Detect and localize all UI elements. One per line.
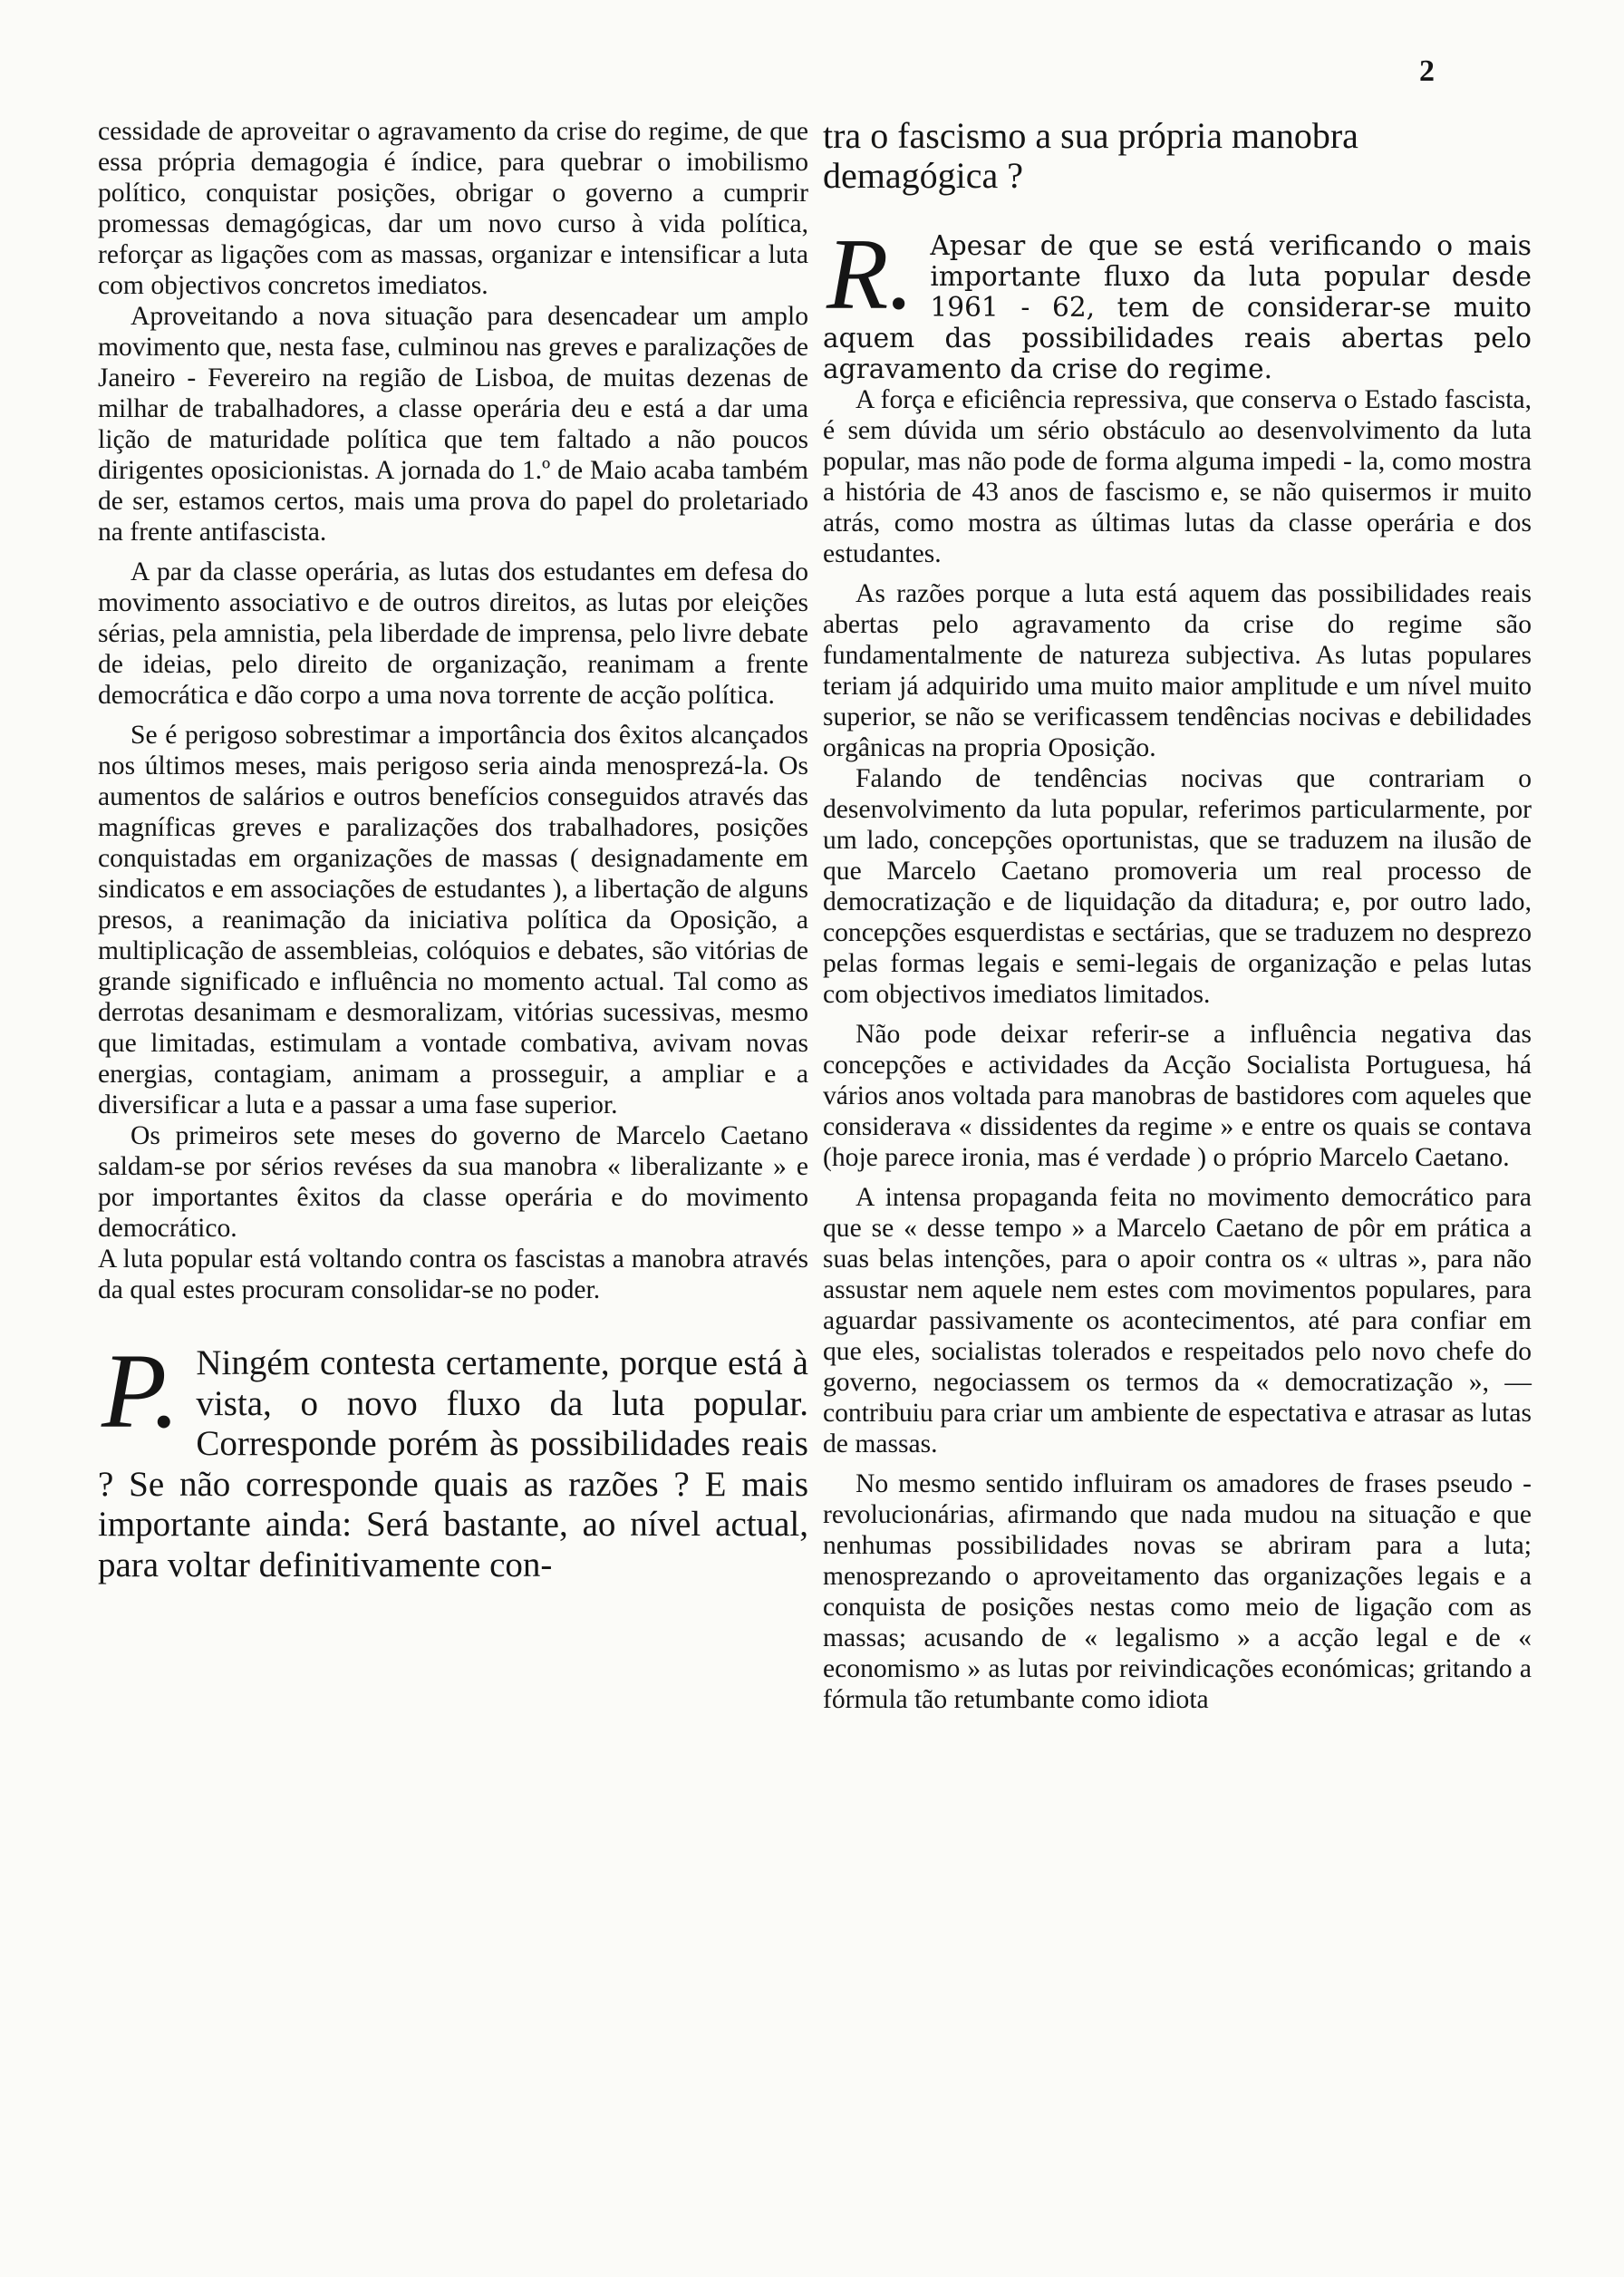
paragraph: Se é perigoso sobrestimar a importância dos êxitos alcançados nos últimos meses, mais perigoso seria ainda menosprezá-la. Os aumentos de salários e outros benefícios conseguidos através das magníficas greves e paralizações dos trabalhadores, posições conquistadas em organizações de massas ( designadamente em sindicatos e em associações de estudantes ), a libertação de alguns presos, a reanimação da iniciativa política da Oposição, a multiplicação de assembleias, colóquios e debates, são vitórias de grande significado e influência no momento actual. Tal como as derrotas desanimam e desmoralizam, vitórias sucessivas, mesmo que limitadas, estimulam a vontade combativa, avivam novas energias, contagiam, animam a prosseguir, a ampliar e a diversificar a luta e a passar a uma fase superior. bbox=[98, 721, 808, 1119]
paragraph: As razões porque a luta está aquem das possibilidades reais abertas pelo agravamento da crise do regime são fundamentalmente de natureza subjectiva. As lutas populares teriam já adquirido uma muito maior amplitude e um nível muito superior, se não se verificassem tendências nocivas e debilidades orgânicas na propria Oposição. bbox=[823, 579, 1532, 762]
paragraph: A intensa propaganda feita no movimento democrático para que se « desse tempo » a Marcelo Caetano de pôr em prática a suas belas intenções, para o apoir contra os « ultras », para não assustar nem aquele nem estes com movimentos populares, para aguardar passivamente os acontecimentos, até para confiar em que eles, socialistas tolerados e respeitados pelo novo chefe do governo, negociassem os termos da « democratização », — contribuiu para criar um ambiente de espectativa e atrasar as lutas de massas. bbox=[823, 1183, 1532, 1458]
paragraph: A luta popular está voltando contra os fascistas a manobra através da qual estes procuram consolidar-se no poder. bbox=[98, 1245, 808, 1304]
right-column bbox=[823, 116, 1532, 1715]
page-number: 2 bbox=[1419, 54, 1435, 88]
paragraph: No mesmo sentido influiram os amadores de frases pseudo - revolucionárias, afirmando que nada mudou na situação e que nenhumas possibilidades novas se abriram para a luta; menosprezando o aproveitamento das organizações legais e a conquista de posições nestas como meio de ligação com as massas; acusando de « legalismo » a acção legal e de « economismo » as lutas por reivindicações económicas; gritando a fórmula tão retumbante como idiota bbox=[823, 1469, 1532, 1714]
question-block bbox=[98, 1332, 808, 1585]
paragraph: Falando de tendências nocivas que contrariam o desenvolvimento da luta popular, referimos particularmente, por um lado, concepções oportunistas, que se traduzem na ilusão de que Marcelo Caetano promoveria um real processo de democratização e de liquidação da ditadura; e, por outro lado, concepções esquerdistas e sectárias, que se traduzem no desprezo pelas formas legais e semi-legais de organização e pelas lutas com objectivos imediatos limitados. bbox=[823, 764, 1532, 1009]
question-initial: P. bbox=[102, 1332, 180, 1450]
answer-first-paragraph: Apesar de que se está verificando o mais importante fluxo da luta popular desde 1961 - 62, tem de considerar-se muito aquem das possibilidades reais abertas pelo agravamento da crise do regime. bbox=[823, 230, 1532, 384]
question-continuation: tra o fascismo a sua própria manobra demagógica ? bbox=[823, 115, 1358, 196]
answer-initial: R. bbox=[826, 218, 914, 331]
question-text: Ningém contesta certamente, porque está à vista, o novo fluxo da luta popular. Corresponde porém às possibilidades reais ? Se não corresponde quais as razões ? E mais importante ainda: Será bastante, ao nível actual, para voltar definitivamente con- bbox=[98, 1343, 808, 1584]
paragraph: cessidade de aproveitar o agravamento da crise do regime, de que essa própria demagogia é índice, para quebrar o imobilismo político, conquistar posições, obrigar o governo a cumprir promessas demagógicas, dar um novo curso à vida política, reforçar as ligações com as massas, organizar e intensificar a luta com objectivos concretos imediatos. bbox=[98, 117, 808, 300]
paragraph: A força e eficiência repressiva, que conserva o Estado fascista, é sem dúvida um sério obstáculo ao desenvolvimento da luta popular, mas não pode de forma alguma impedi - la, como mostra a história de 43 anos de fascismo e, se não quisermos ir muito atrás, como mostra as últimas lutas da classe operária e dos estudantes. bbox=[823, 385, 1532, 568]
answer-block bbox=[823, 218, 1532, 384]
left-column bbox=[98, 116, 808, 1585]
paragraph: Aproveitando a nova situação para desencadear um amplo movimento que, nesta fase, culminou nas greves e paralizações de Janeiro - Fevereiro na região de Lisboa, de muitas dezenas de milhar de trabalhadores, a classe operária deu e está a dar uma lição de maturidade política que tem faltado a não poucos dirigentes oposicionistas. A jornada do 1.º de Maio acaba também de ser, estamos certos, mais uma prova do papel do proletariado na frente antifascista. bbox=[98, 302, 808, 547]
paragraph: Os primeiros sete meses do governo de Marcelo Caetano saldam-se por sérios revéses da sua manobra « liberalizante » e por importantes êxitos da classe operária e do movimento democrático. bbox=[98, 1121, 808, 1243]
paragraph: A par da classe operária, as lutas dos estudantes em defesa do movimento associativo e de outros direitos, as lutas por eleições sérias, pela amnistia, pela liberdade de imprensa, pelo livre debate de ideias, pelo direito de organização, reanimam a frente democrática e dão corpo a uma nova torrente de acção política. bbox=[98, 557, 808, 710]
paragraph: Não pode deixar referir-se a influência negativa das concepções e actividades da Acção Socialista Portuguesa, há vários anos voltada para manobras de bastidores com aqueles que considerava « dissidentes da regime » e entre os quais se contava (hoje parece ironia, mas é verdade ) o próprio Marcelo Caetano. bbox=[823, 1020, 1532, 1172]
